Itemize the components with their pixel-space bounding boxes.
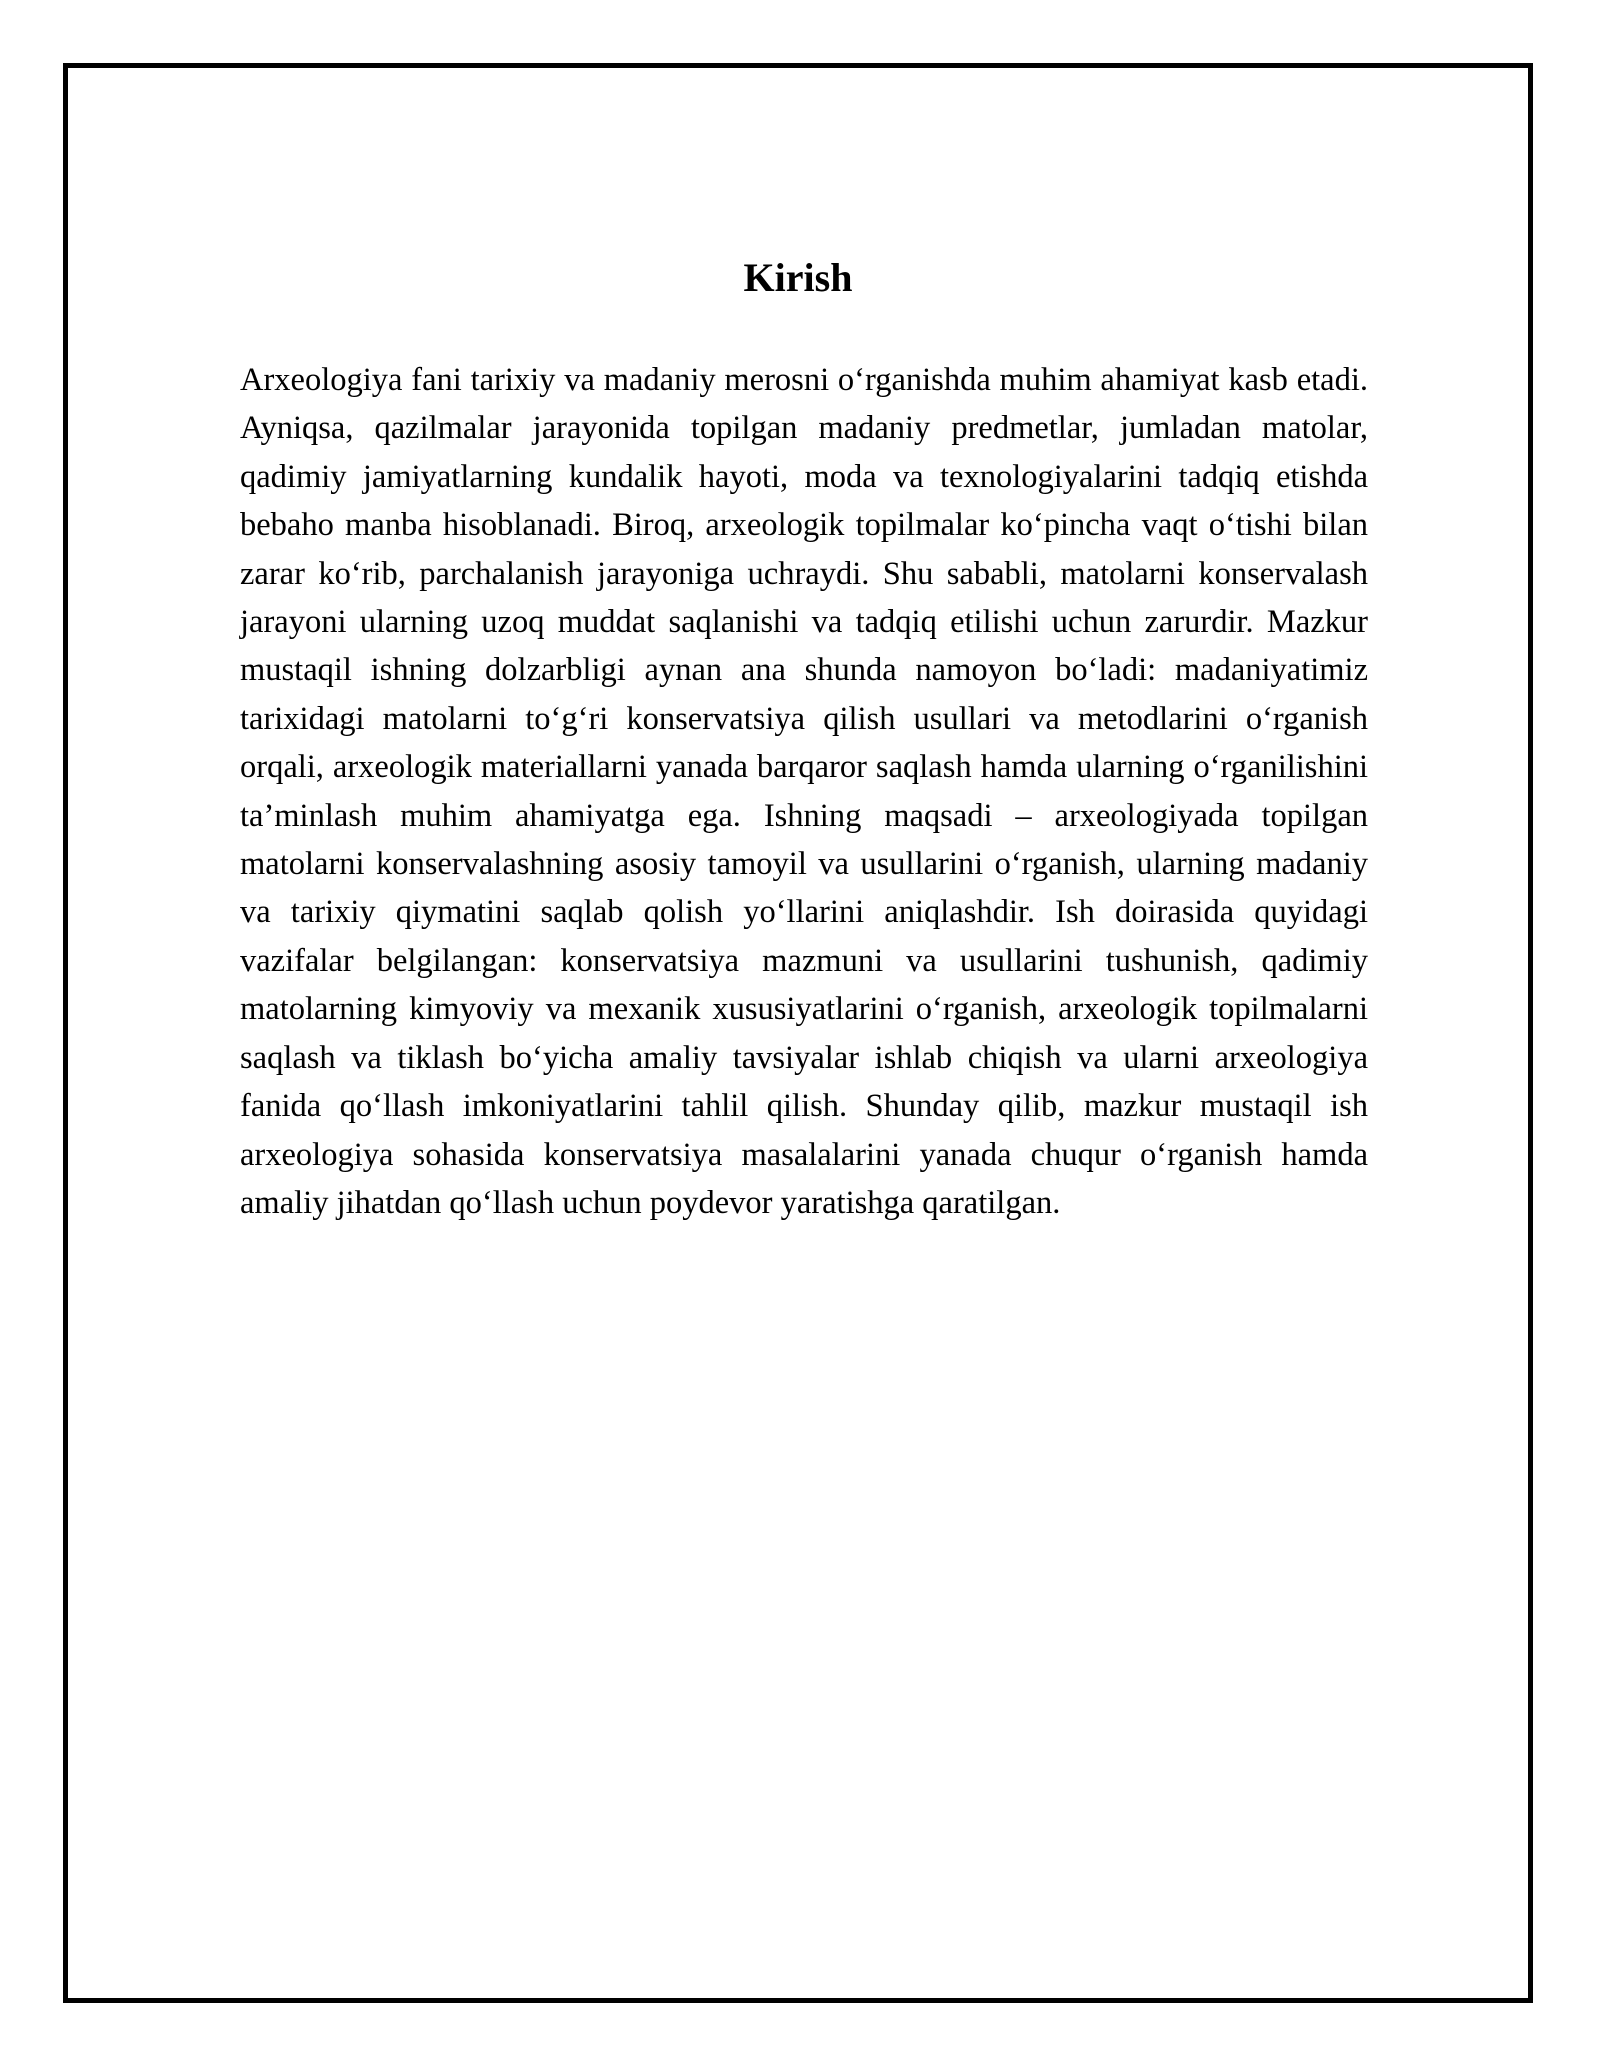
body-paragraph: Arxeologiya fani tarixiy va madaniy merosni o‘rganishda muhim ahamiyat kasb etadi. Ayniqsa, qazilmalar jarayonida topilgan madaniy predmetlar, jumladan matolar, qadimiy jamiyatlarning kundalik hayoti, moda va texnologiyalarini tadqiq etishda bebaho manba hisoblanadi. Biroq, arxeologik topilmalar ko‘pincha vaqt o‘tishi bilan zarar ko‘rib, parchalanish jarayoniga uchraydi. Shu sababli, matolarni konservalash jarayoni ularning uzoq muddat saqlanishi va tadqiq etilishi uchun zarurdir. Mazkur mustaqil ishning dolzarbligi aynan ana shunda namoyon bo‘ladi: madaniyatimiz tarixidagi matolarni to‘g‘ri konservatsiya qilish usullari va metodlarini o‘rganish orqali, arxeologik materiallarni yanada barqaror saqlash hamda ularning o‘rganilishini ta’minlash muhim ahamiyatga ega. Ishning maqsadi – arxeologiyada topilgan matolarni konservalashning asosiy tamoyil va usullarini o‘rganish, ularning madaniy va tarixiy qiymatini saqlab qolish yo‘llarini aniqlashdir. Ish doirasida quyidagi vazifalar belgilangan: konservatsiya mazmuni va usullarini tushunish, qadimiy matolarning kimyoviy va mexanik xususiyatlarini o‘rganish, arxeologik topilmalarni saqlash va tiklash bo‘yicha amaliy tavsiyalar ishlab chiqish va ularni arxeologiya fanida qo‘llash imkoniyatlarini tahlil qilish. Shunday qilib, mazkur mustaqil ish arxeologiya sohasida konservatsiya masalalarini yanada chuqur o‘rganish hamda amaliy jihatdan qo‘llash uchun poydevor yaratishga qaratilgan.: [240, 362, 1368, 1221]
page-title: Kirish: [743, 255, 853, 300]
page-border: [63, 63, 1533, 2003]
